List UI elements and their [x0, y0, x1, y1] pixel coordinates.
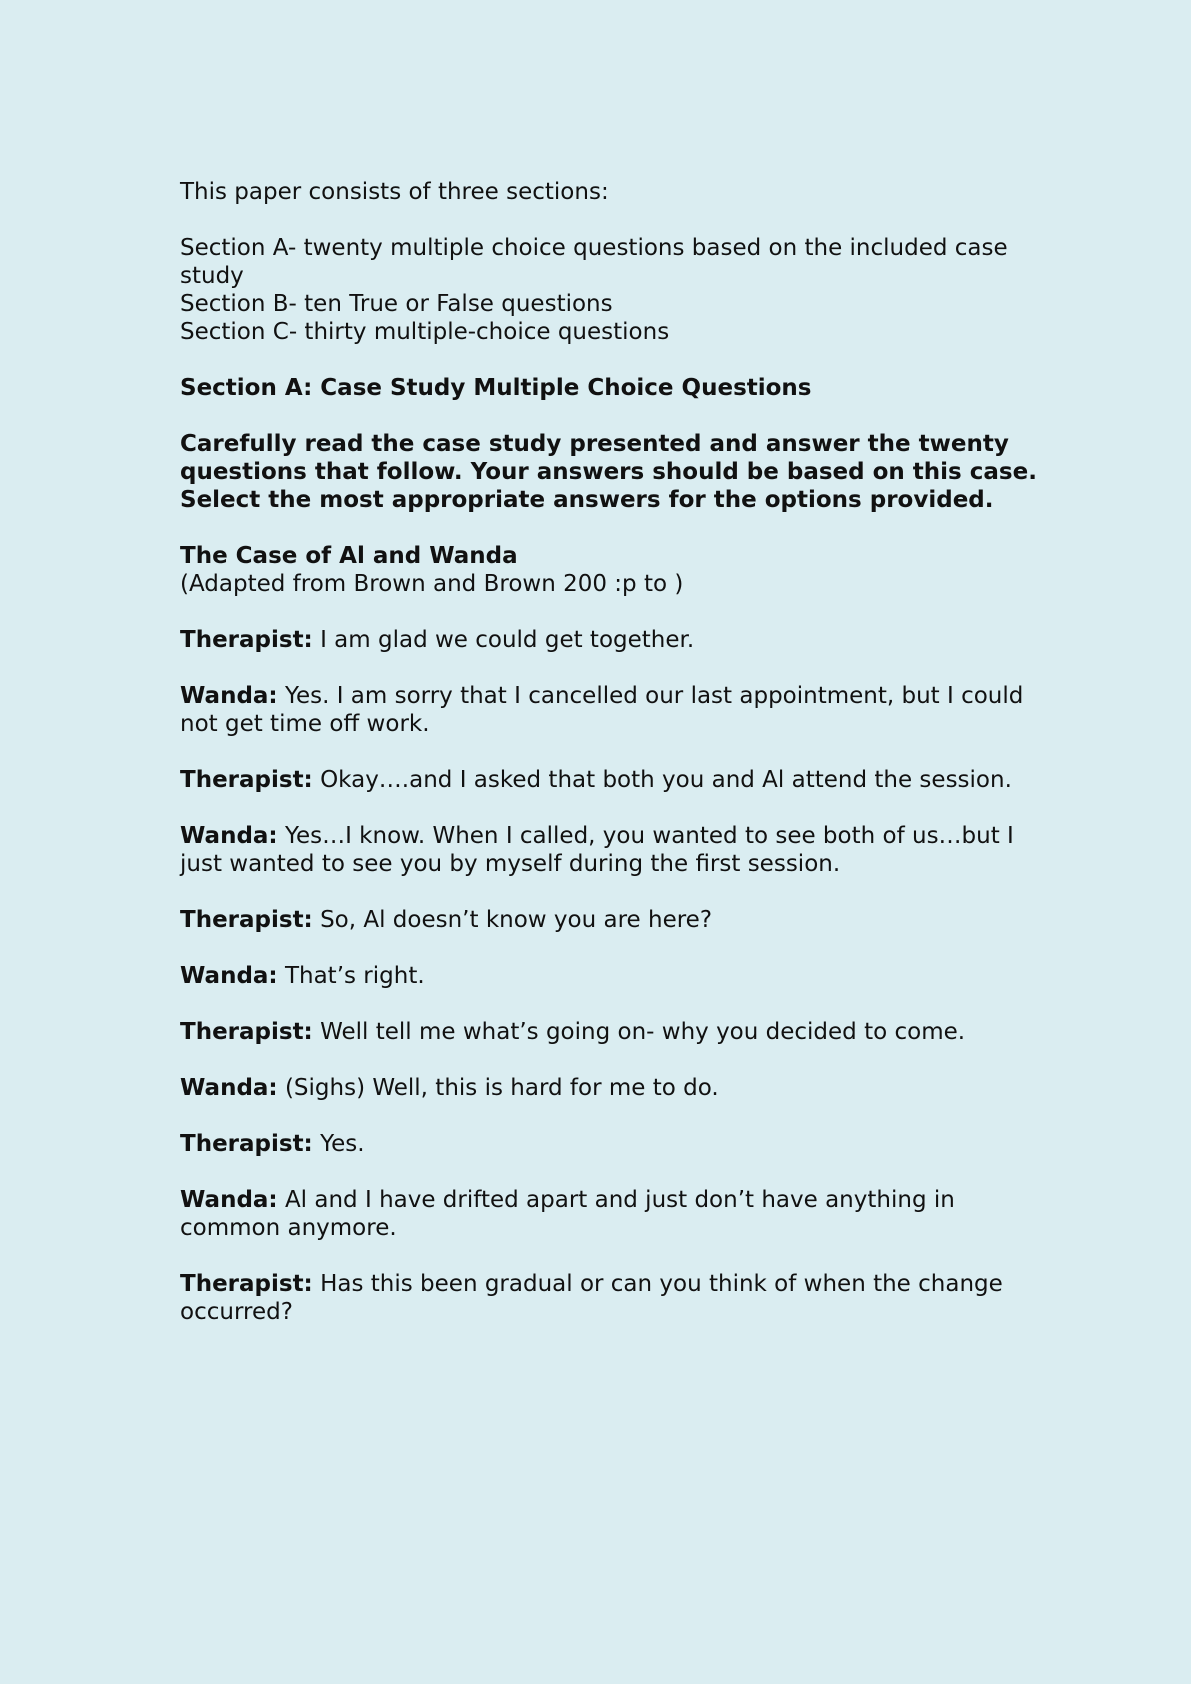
intro-lead: This paper consists of three sections:: [180, 179, 609, 205]
section-list-item: Section B- ten True or False questions: [180, 291, 613, 317]
dialogue-text: Al and I have drifted apart and just don’t have anything in common anymore.: [180, 1187, 955, 1241]
dialogue-text: I am glad we could get together.: [312, 627, 695, 653]
section-list-item: Section C- thirty multiple-choice questions: [180, 319, 670, 345]
dialogue-line: [180, 906, 1060, 934]
dialogue-text: Well tell me what’s going on- why you decided to come.: [312, 1019, 966, 1045]
dialogue-text: Yes…I know. When I called, you wanted to see both of us…but I just wanted to see you by myself during the first session.: [180, 823, 1014, 877]
speaker-label: Therapist:: [180, 1131, 313, 1157]
dialogue-line: [180, 1270, 1060, 1326]
case-source: (Adapted from Brown and Brown 200 :p to ): [180, 571, 684, 597]
speaker-label: Wanda:: [180, 1187, 278, 1213]
speaker-label: Therapist:: [180, 1019, 313, 1045]
speaker-label: Wanda:: [180, 823, 278, 849]
dialogue-text: Yes.: [312, 1131, 365, 1157]
dialogue-text: Yes. I am sorry that I cancelled our last appointment, but I could not get time off work.: [180, 683, 1024, 737]
case-title: The Case of Al and Wanda: [180, 543, 518, 569]
section-a-heading: Section A: Case Study Multiple Choice Questions: [180, 375, 812, 401]
case-header: [180, 542, 1060, 598]
dialogue-line: [180, 1018, 1060, 1046]
speaker-label: Therapist:: [180, 627, 313, 653]
dialogue-line: [180, 1130, 1060, 1158]
section-a-instructions: Carefully read the case study presented and answer the twenty questions that follow. Your answers should be based on this case. Select the most appropriate answers for the options provided.: [180, 431, 1037, 513]
speaker-label: Therapist:: [180, 1271, 313, 1297]
dialogue-line: [180, 682, 1060, 738]
dialogue-line: [180, 1074, 1060, 1102]
speaker-label: Wanda:: [180, 1075, 278, 1101]
dialogue: [180, 626, 1060, 1326]
dialogue-text: That’s right.: [277, 963, 425, 989]
speaker-label: Wanda:: [180, 683, 278, 709]
section-list-item: Section A- twenty multiple choice questions based on the included case study: [180, 235, 1008, 289]
dialogue-text: (Sighs) Well, this is hard for me to do.: [277, 1075, 719, 1101]
dialogue-line: [180, 766, 1060, 794]
dialogue-line: [180, 822, 1060, 878]
speaker-label: Wanda:: [180, 963, 278, 989]
section-list: [180, 234, 1060, 346]
dialogue-text: Okay….and I asked that both you and Al attend the session.: [312, 767, 1012, 793]
document-page: [180, 178, 1060, 1354]
speaker-label: Therapist:: [180, 767, 313, 793]
dialogue-text: Has this been gradual or can you think of when the change occurred?: [180, 1271, 1003, 1325]
dialogue-line: [180, 1186, 1060, 1242]
dialogue-line: [180, 962, 1060, 990]
speaker-label: Therapist:: [180, 907, 313, 933]
dialogue-text: So, Al doesn’t know you are here?: [312, 907, 713, 933]
dialogue-line: [180, 626, 1060, 654]
